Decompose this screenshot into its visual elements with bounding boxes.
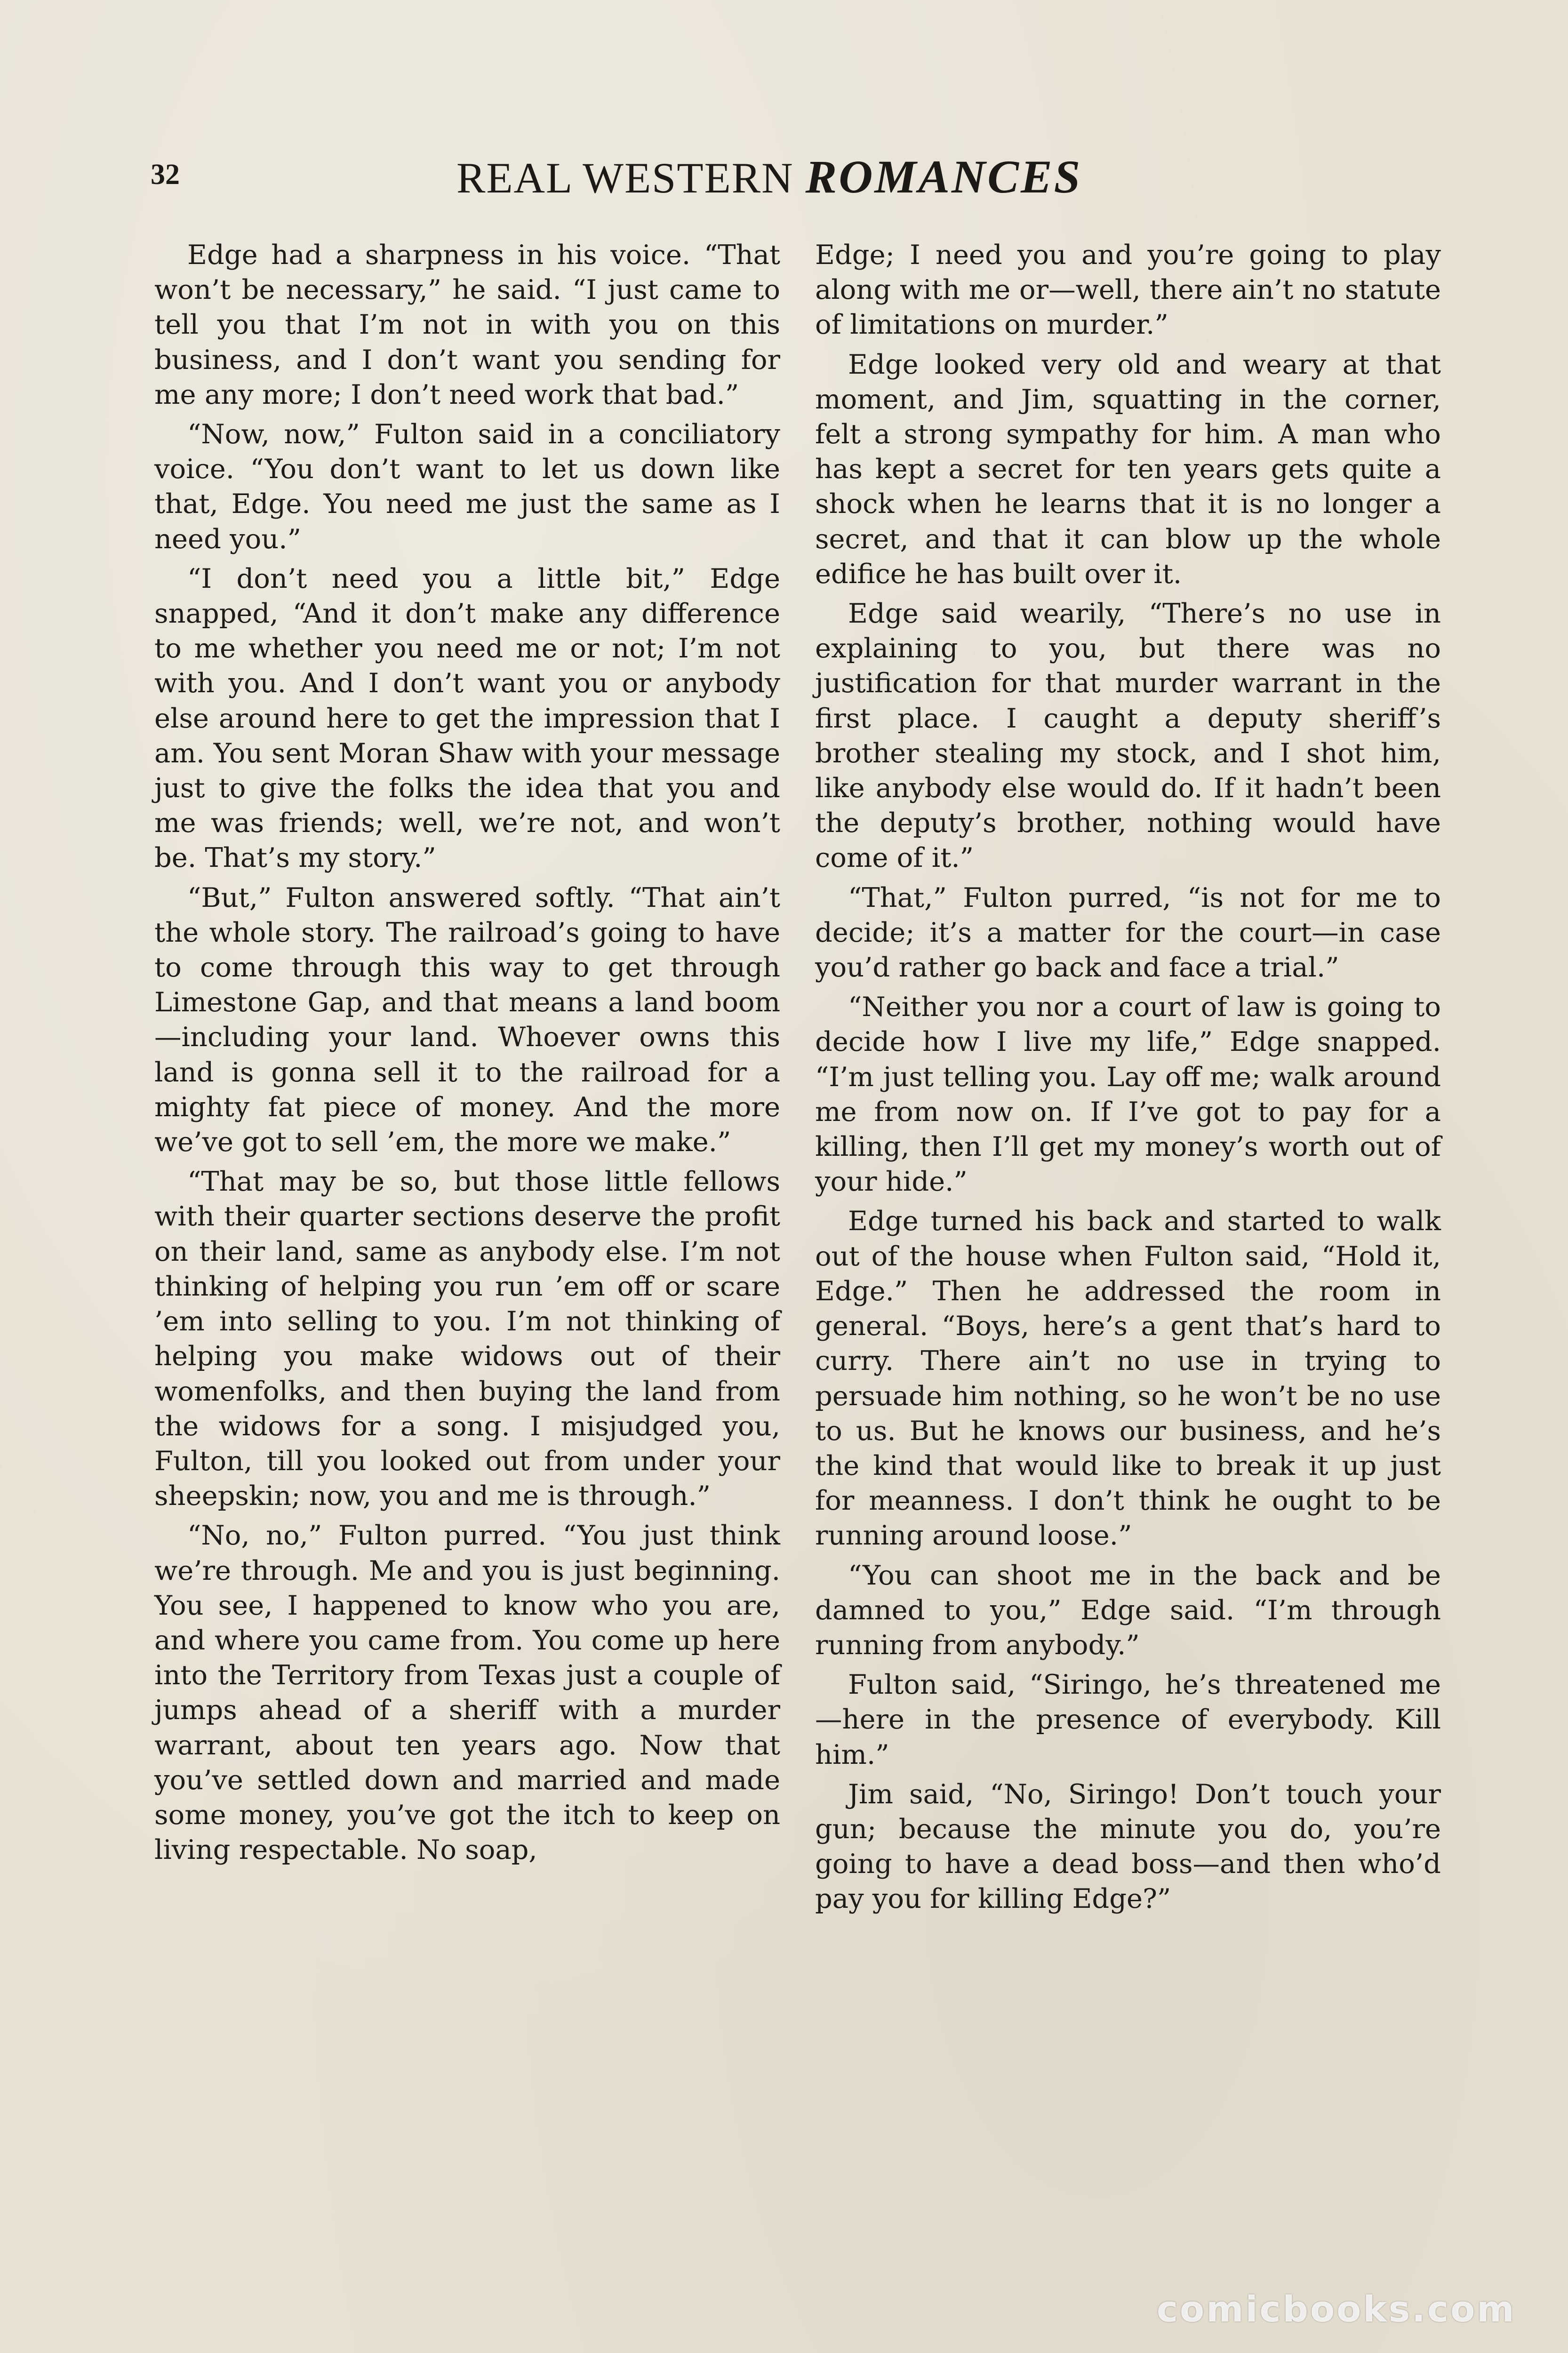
paragraph: Edge said wearily, “There’s no use in explaining to you, but there was no justification for that murder warrant in the first place. I caught a deputy sheriff’s brother stealing my stock, and I shot him, like anybody else would do. If it hadn’t been the deputy’s brother, nothing would have come of it.” bbox=[815, 598, 1441, 874]
paragraph: Edge looked very old and weary at that moment, and Jim, squatting in the corner, felt a strong sympathy for him. A man who has kept a secret for ten years gets quite a shock when he learns that it is no longer a secret, and that it can blow up the whole edifice he has built over it. bbox=[815, 348, 1441, 590]
paragraph-continued: Edge; I need you and you’re going to play along with me or—well, there ain’t no statute of limitations on murder.” bbox=[815, 239, 1441, 341]
paragraph: “Neither you nor a court of law is going to decide how I live my life,” Edge snapped. “I’m just telling you. Lay off me; walk around me from now on. If I’ve got to pay for a killing, then I’ll get my money’s worth out of your hide.” bbox=[815, 991, 1441, 1198]
paragraph: Jim said, “No, Siringo! Don’t touch your gun; because the minute you do, you’re going to have a dead boss—and then who’d pay you for killing Edge?” bbox=[815, 1778, 1441, 1915]
paragraph: “But,” Fulton answered softly. “That ain’t the whole story. The railroad’s going to have to come through this way to get through Limestone Gap, and that means a land boom—including your land. Whoever owns this land is gonna sell it to the railroad for a mighty fat piece of money. And the more we’ve got to sell ’em, the more we make.” bbox=[154, 881, 780, 1158]
page-header bbox=[151, 150, 1440, 211]
paragraph: Edge had a sharpness in his voice. “That won’t be necessary,” he said. “I just came to tell you that I’m not in with you on this business, and I don’t want you sending for me any more; I don’t need work that bad.” bbox=[154, 239, 780, 410]
paragraph: “No, no,” Fulton purred. “You just think we’re through. Me and you is just beginning. You see, I happened to know who you are, and where you came from. You come up here into the Territory from Texas just a couple of jumps ahead of a sheriff with a murder warrant, about ten years ago. Now that you’ve settled down and married and made some money, you’ve got the itch to keep on living respectable. No soap, bbox=[154, 1520, 780, 1866]
paragraph: Edge turned his back and started to walk out of the house when Fulton said, “Hold it, Edge.” Then he addressed the room in general. “Boys, here’s a gent that’s hard to curry. There ain’t no use in trying to persuade him nothing, so he won’t be no use to us. But he knows our business, and he’s the kind that would like to break it up just for meanness. I don’t think he ought to be running around loose.” bbox=[815, 1205, 1441, 1552]
running-title-plain: REAL WESTERN bbox=[456, 154, 794, 202]
paragraph: “You can shoot me in the back and be damned to you,” Edge said. “I’m through running from anybody.” bbox=[815, 1559, 1441, 1661]
paragraph: Fulton said, “Siringo, he’s threatened me—here in the presence of everybody. Kill him.” bbox=[815, 1669, 1441, 1770]
paragraph: “That,” Fulton purred, “is not for me to decide; it’s a matter for the court—in case you’d rather go back and face a trial.” bbox=[815, 881, 1441, 984]
right-column bbox=[815, 238, 1441, 1921]
running-title bbox=[456, 150, 1082, 204]
page-number: 32 bbox=[151, 159, 180, 191]
left-column bbox=[154, 238, 780, 1872]
running-title-accent: ROMANCES bbox=[805, 151, 1082, 203]
paragraph: “Now, now,” Fulton said in a conciliatory voice. “You don’t want to let us down like that, Edge. You need me just the same as I need you.” bbox=[154, 418, 780, 555]
paragraph: “That may be so, but those little fellows with their quarter sections deserve the profit on their land, same as anybody else. I’m not thinking of helping you run ’em off or scare ’em into selling to you. I’m not thinking of helping you make widows out of their womenfolks, and then buying the land from the widows for a song. I misjudged you, Fulton, till you looked out from under your sheepskin; now, you and me is through.” bbox=[154, 1166, 780, 1512]
watermark: comicbooks.com bbox=[1157, 2288, 1516, 2330]
paragraph: “I don’t need you a little bit,” Edge snapped, “And it don’t make any difference to me whether you need me or not; I’m not with you. And I don’t want you or anybody else around here to get the impression that I am. You sent Moran Shaw with your message just to give the folks the idea that you and me was friends; well, we’re not, and won’t be. That’s my story.” bbox=[154, 562, 780, 874]
